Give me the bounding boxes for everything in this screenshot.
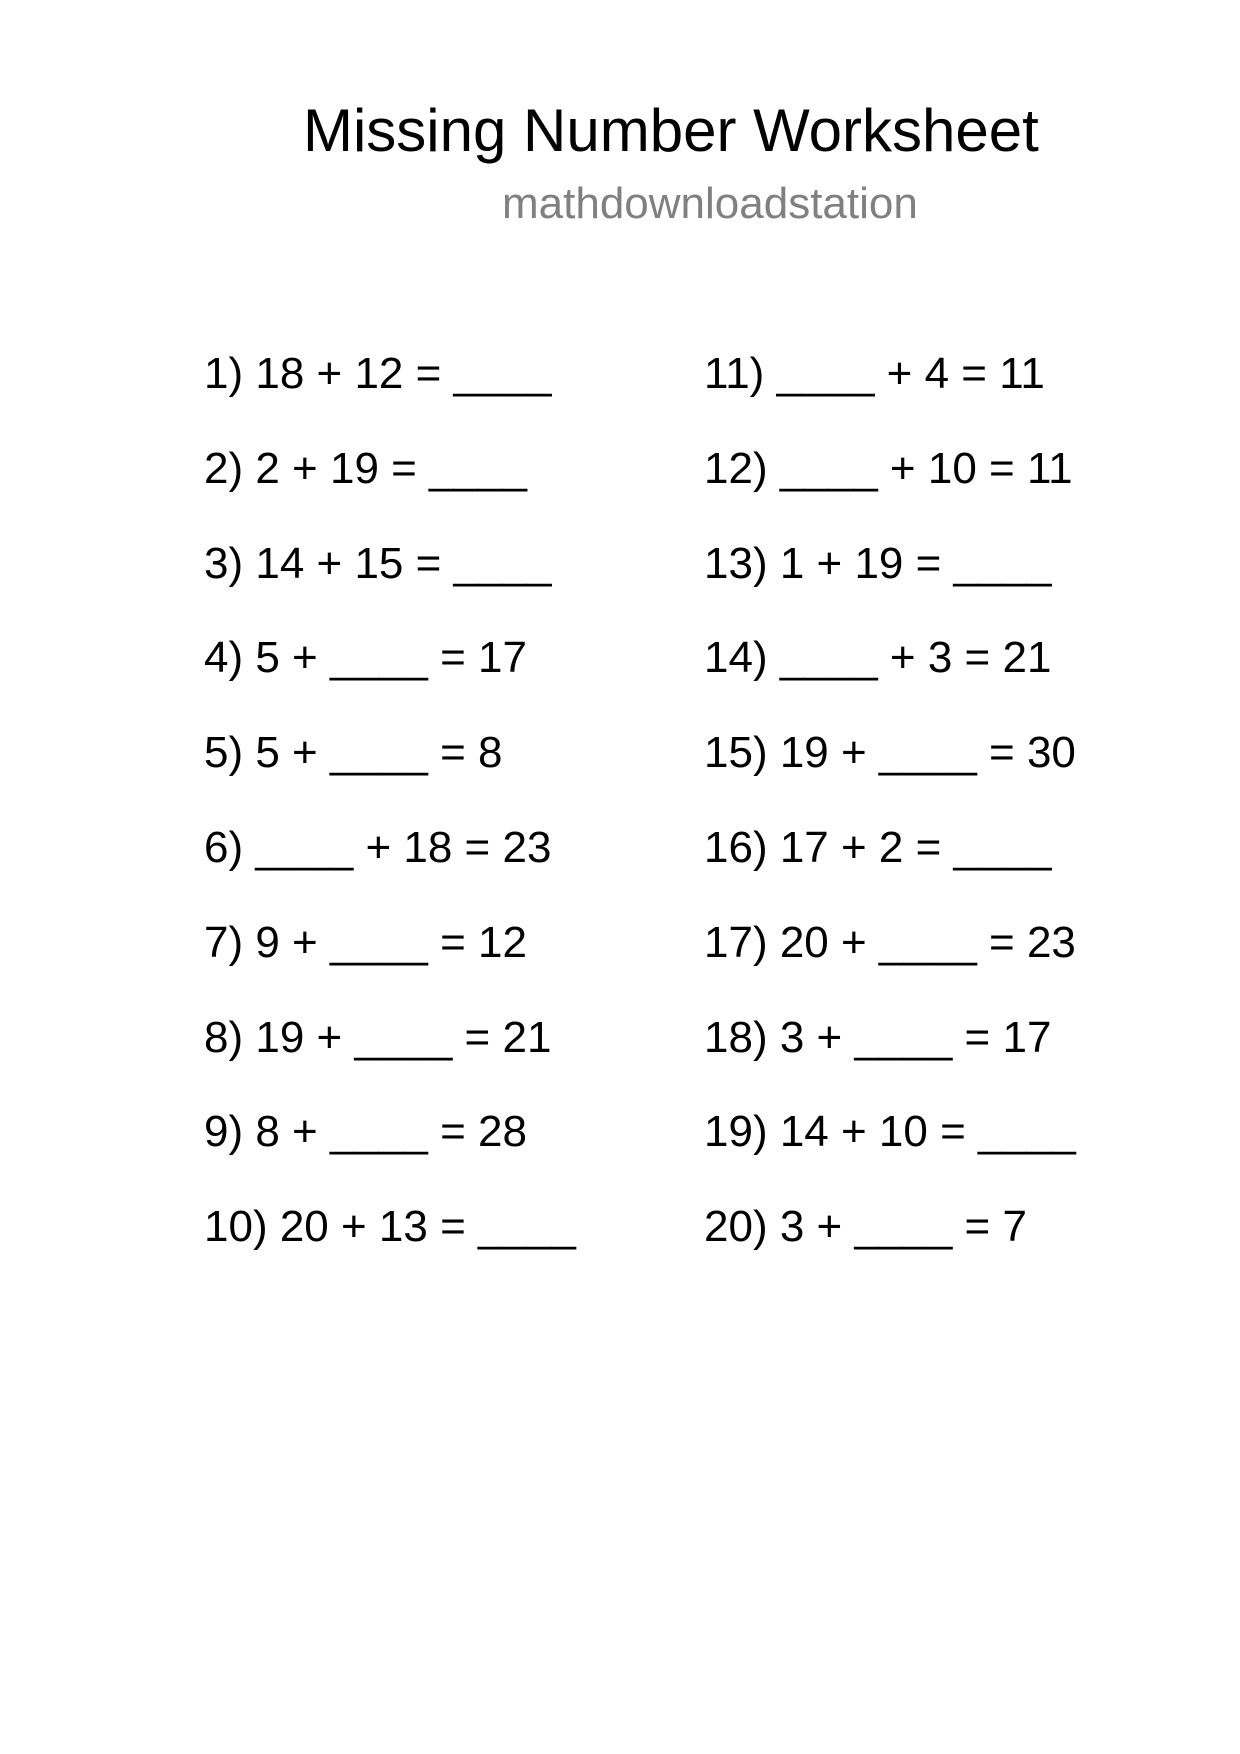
problem-number: 12): [704, 444, 768, 493]
problem-item: [204, 918, 527, 967]
problem-number: 18): [704, 1013, 768, 1062]
problem-equation: 5 + ____ = 8: [255, 728, 503, 777]
problem-number: 7): [204, 918, 244, 967]
problem-number: 16): [704, 823, 768, 872]
problem-equation: 8 + ____ = 28: [255, 1107, 527, 1156]
problem-equation: 14 + 15 = ____: [255, 539, 552, 588]
problem-number: 1): [204, 349, 244, 398]
problem-equation: 17 + 2 = ____: [779, 823, 1052, 872]
page-title: Missing Number Worksheet: [303, 97, 1039, 164]
problems-column-right: [704, 0, 1204, 1754]
problem-equation: 19 + ____ = 21: [255, 1013, 552, 1062]
problem-number: 20): [704, 1202, 768, 1251]
problem-item: [204, 728, 503, 777]
problem-number: 10): [204, 1202, 268, 1251]
problem-equation: ____ + 18 = 23: [255, 823, 552, 872]
problem-item: [704, 1013, 1052, 1062]
problem-item: [204, 1202, 576, 1251]
problem-number: 8): [204, 1013, 244, 1062]
problem-item: [704, 349, 1045, 398]
problem-item: [704, 633, 1052, 682]
problem-number: 2): [204, 444, 244, 493]
problem-item: [204, 633, 527, 682]
problem-item: [204, 349, 552, 398]
problem-number: 6): [204, 823, 244, 872]
problem-item: [704, 444, 1073, 493]
problem-number: 5): [204, 728, 244, 777]
problem-item: [204, 1013, 552, 1062]
problem-item: [204, 1107, 527, 1156]
problem-item: [704, 539, 1052, 588]
problem-number: 14): [704, 633, 768, 682]
problem-number: 11): [704, 349, 765, 398]
problem-item: [704, 1107, 1076, 1156]
problem-item: [704, 728, 1076, 777]
problem-equation: 5 + ____ = 17: [255, 633, 527, 682]
problem-equation: 20 + 13 = ____: [279, 1202, 576, 1251]
problem-number: 13): [704, 539, 768, 588]
problem-equation: ____ + 3 = 21: [779, 633, 1052, 682]
problem-equation: 14 + 10 = ____: [779, 1107, 1076, 1156]
problem-item: [204, 823, 552, 872]
problem-equation: 3 + ____ = 17: [779, 1013, 1052, 1062]
problem-item: [704, 918, 1076, 967]
problem-equation: 3 + ____ = 7: [779, 1202, 1027, 1251]
problem-number: 17): [704, 918, 768, 967]
problem-equation: 18 + 12 = ____: [255, 349, 552, 398]
problem-number: 19): [704, 1107, 768, 1156]
problem-number: 4): [204, 633, 244, 682]
problem-equation: 9 + ____ = 12: [255, 918, 527, 967]
problem-item: [704, 823, 1052, 872]
problem-item: [204, 444, 527, 493]
problem-number: 9): [204, 1107, 244, 1156]
problem-equation: ____ + 4 = 11: [776, 349, 1045, 398]
problem-number: 3): [204, 539, 244, 588]
problem-equation: 19 + ____ = 30: [779, 728, 1076, 777]
problem-equation: 2 + 19 = ____: [255, 444, 527, 493]
problem-item: [204, 539, 552, 588]
page-subtitle: mathdownloadstation: [502, 179, 918, 228]
problem-equation: 20 + ____ = 23: [779, 918, 1076, 967]
problem-number: 15): [704, 728, 768, 777]
problems-column-left: [204, 0, 704, 1754]
problem-item: [704, 1202, 1027, 1251]
problem-equation: ____ + 10 = 11: [779, 444, 1073, 493]
problem-equation: 1 + 19 = ____: [779, 539, 1052, 588]
